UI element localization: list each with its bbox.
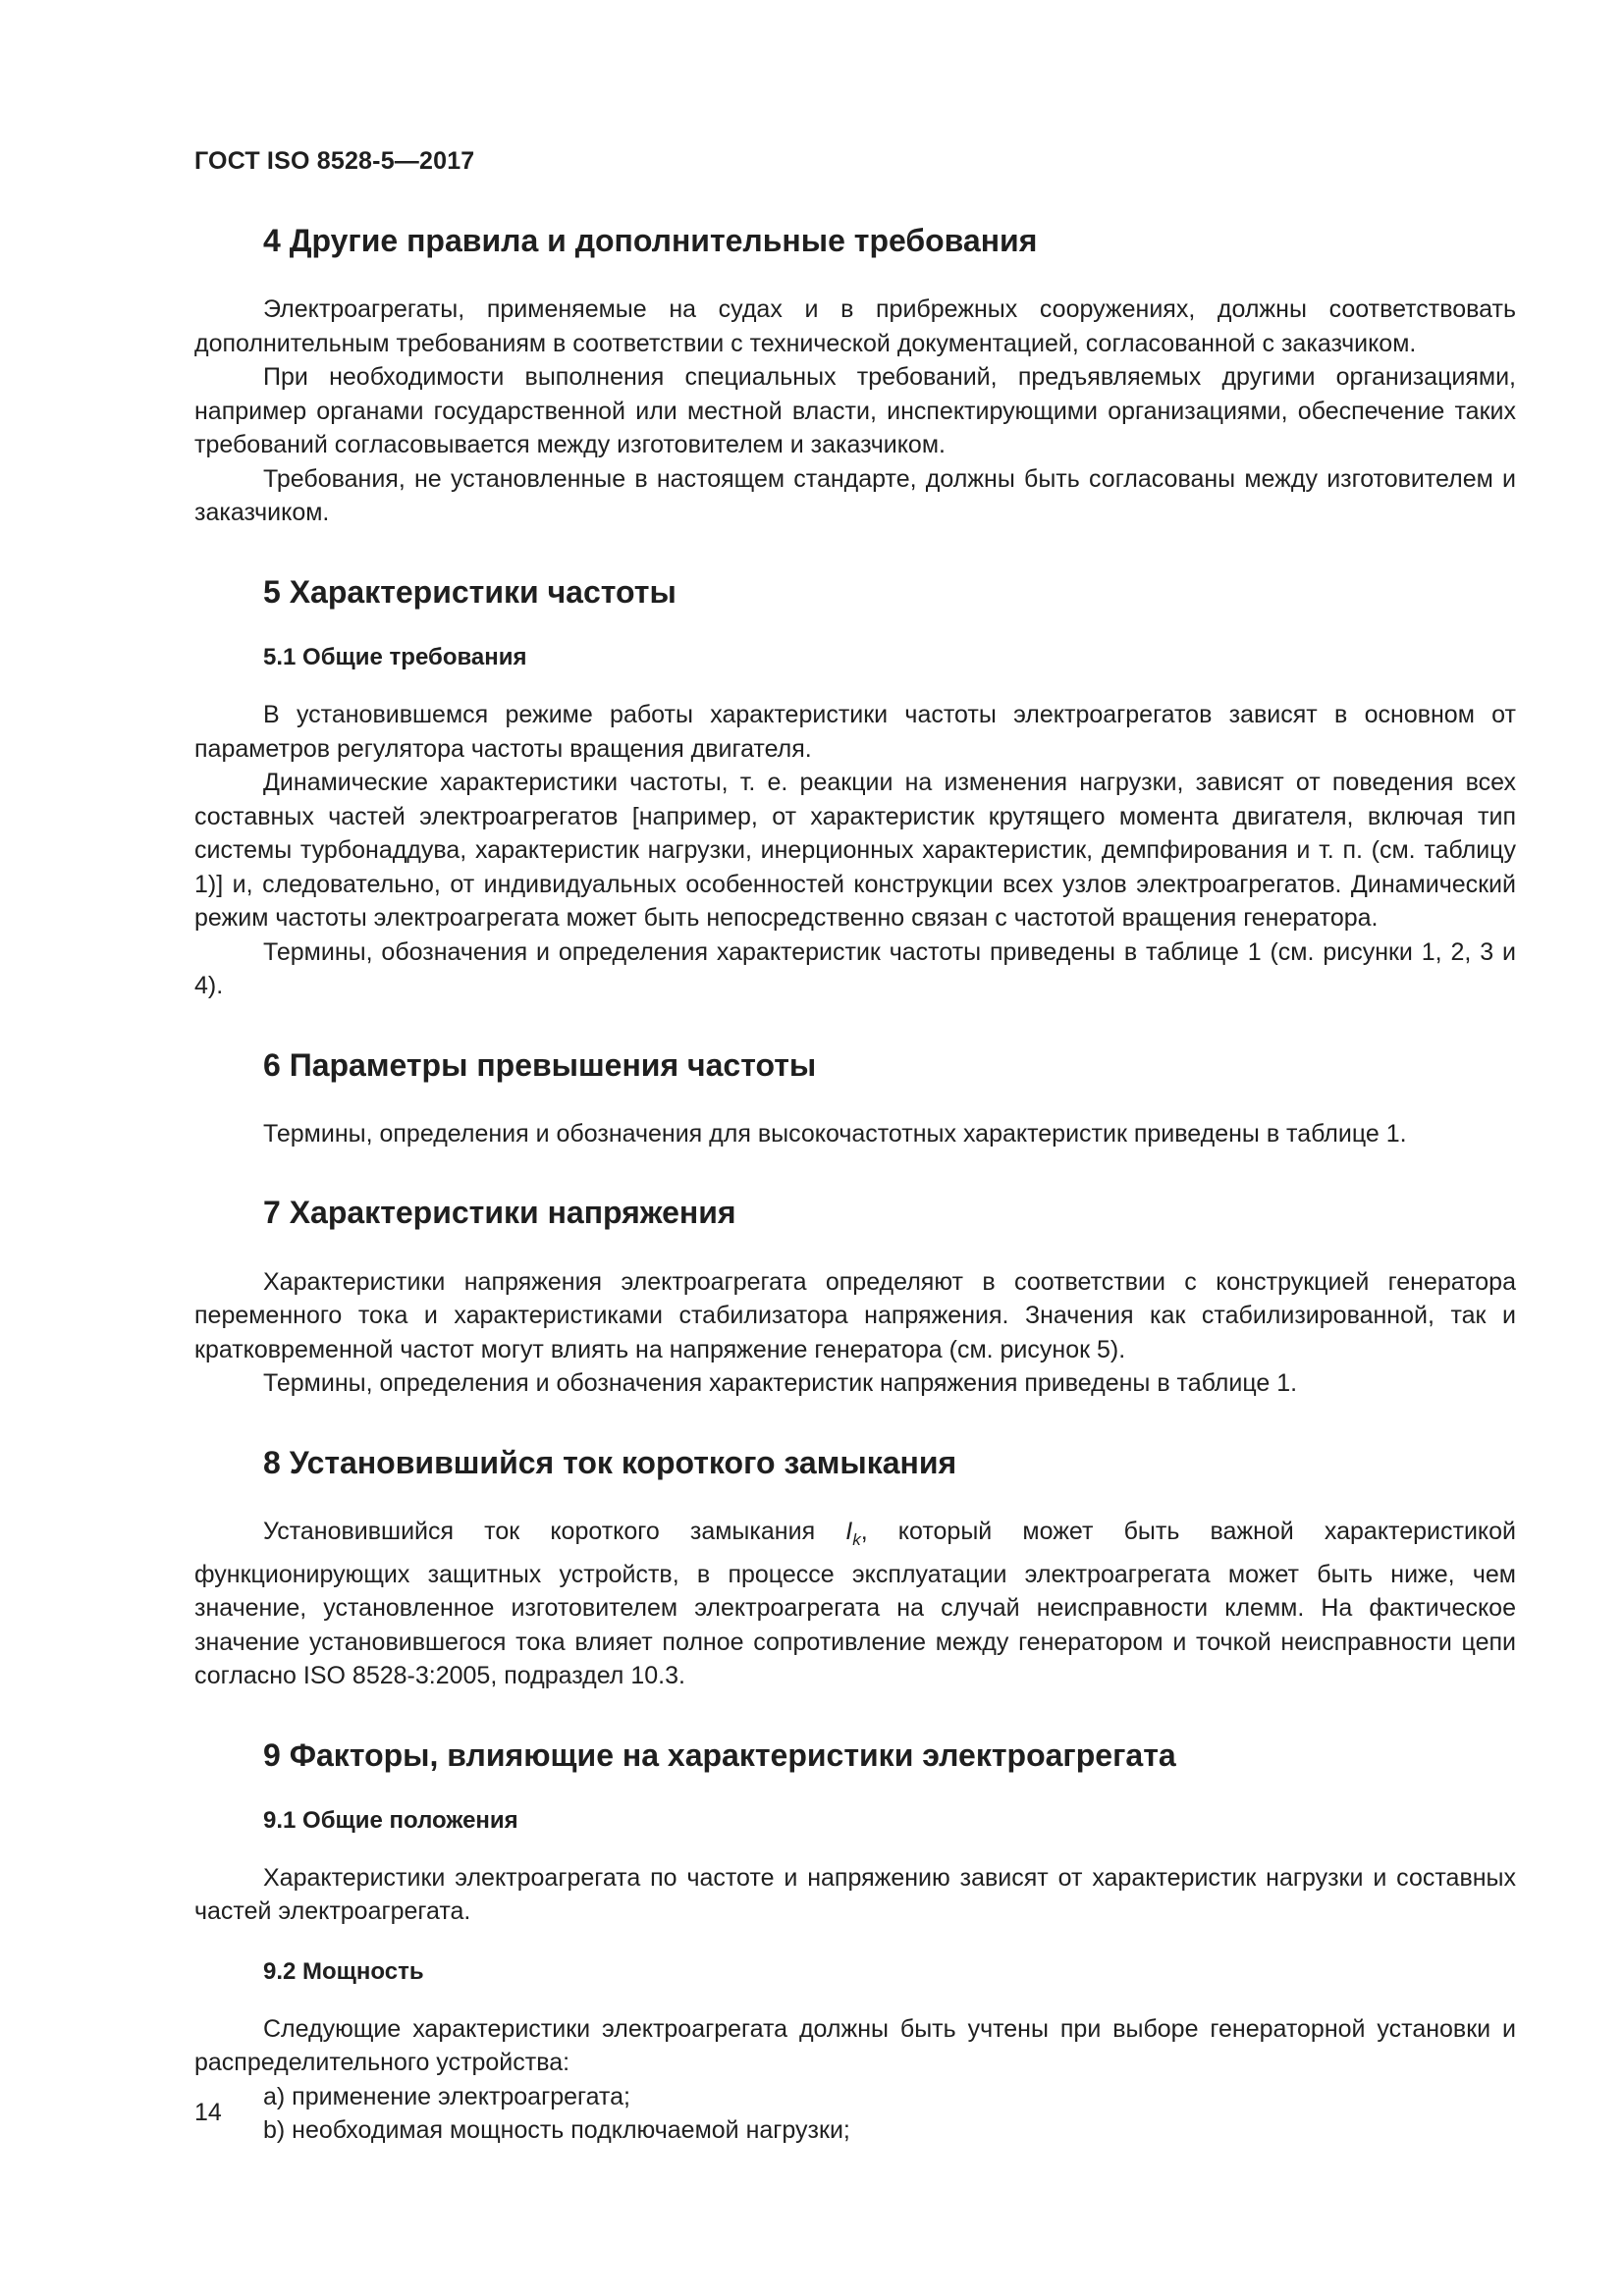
list-item: b) необходимая мощность подключаемой нагрузки; [263,2116,850,2145]
section-6-title: 6 Параметры превышения частоты [263,1046,817,1083]
paragraph: Динамические характеристики частоты, т. е. реакции на изменения нагрузки, зависят от поведения всех составных частей электроагрегатов [например, от характеристик крутящего момента двигателя, включая тип системы турбонаддува, характеристик нагрузки, инерционных характеристик, демпфирования и т. п. (см. таблицу 1)] и, следовательно, от индивидуальных особенностей конструкции всех узлов электроагрегатов. Динамический режим частоты электроагрегата может быть непосредственно связан с частотой вращения генератора. [194,769,1516,933]
section-7 [194,1194,1516,1400]
page-content [194,222,1516,2191]
paragraph: Термины, определения и обозначения для высокочастотных характеристик приведены в таблице 1. [263,1119,1407,1148]
text-run: Установившийся ток короткого замыкания [263,1518,846,1546]
section-8 [194,1444,1516,1693]
subsection-9-2-title: 9.2 Мощность [263,1957,424,1985]
subsection-9-1-title: 9.1 Общие положения [263,1807,518,1835]
section-4 [194,222,1516,530]
paragraph: Характеристики напряжения электроагрегата определяют в соответствии с конструкцией генератора переменного тока и характеристиками стабилизатора напряжения. Значения как стабилизированной, так и кратковременной частот могут влиять на напряжение генератора (см. рисунок 5). [194,1267,1516,1363]
page-number: 14 [194,2099,222,2126]
paragraph: Требования, не установленные в настоящем стандарте, должны быть согласованы между изготовителем и заказчиком. [194,464,1516,527]
list-item: a) применение электроагрегата; [263,2082,630,2110]
current-symbol: I [845,1518,853,1546]
standard-code-header: ГОСТ ISO 8528-5—2017 [194,147,475,175]
paragraph: Электроагрегаты, применяемые на судах и в прибрежных сооружениях, должны соответствовать дополнительным требованиям в соответствии с технической документацией, согласованной с заказчиком. [194,295,1516,357]
paragraph: Характеристики электроагрегата по частоте и напряжению зависят от характеристик нагрузки и составных частей электроагрегата. [194,1863,1516,1926]
section-5-title: 5 Характеристики частоты [263,573,677,610]
current-symbol-subscript: k [852,1530,861,1550]
section-9-title: 9 Факторы, влияющие на характеристики электроагрегата [263,1736,1176,1773]
section-7-title: 7 Характеристики напряжения [263,1195,736,1231]
section-4-title: 4 Другие правила и дополнительные требования [263,223,1038,258]
subsection-5-1-title: 5.1 Общие требования [263,644,527,671]
paragraph: Термины, обозначения и определения характеристик частоты приведены в таблице 1 (см. рисунки 1, 2, 3 и 4). [194,937,1516,1000]
text-run: , который может быть важной характеристикой функционирующих защитных устройств, в процессе эксплуатации электроагрегата может быть ниже, чем значение, установленное изготовителем электроагрегата на случай неисправности клемм. На фактическое значение установившегося тока влияет полное сопротивление между генератором и точкой неисправности цепи согласно ISO 8528-3:2005, подраздел 10.3. [194,1518,1516,1690]
paragraph: Следующие характеристики электроагрегата должны быть учтены при выборе генераторной установки и распределительного устройства: [194,2014,1516,2077]
section-9 [194,1736,1516,2148]
section-6 [194,1046,1516,1151]
section-8-title: 8 Установившийся ток короткого замыкания [263,1444,957,1480]
section-5 [194,573,1516,1003]
paragraph: Термины, определения и обозначения характеристик напряжения приведены в таблице 1. [263,1369,1298,1398]
paragraph: В установившемся режиме работы характеристики частоты электроагрегатов зависят в основном от параметров регулятора частоты вращения двигателя. [194,701,1516,763]
paragraph: При необходимости выполнения специальных требований, предъявляемых другими организациями, например органами государственной или местной власти, инспектирующими организациями, обеспечение таких требований согласовывается между изготовителем и заказчиком. [194,363,1516,459]
paragraph [194,1515,1516,1693]
